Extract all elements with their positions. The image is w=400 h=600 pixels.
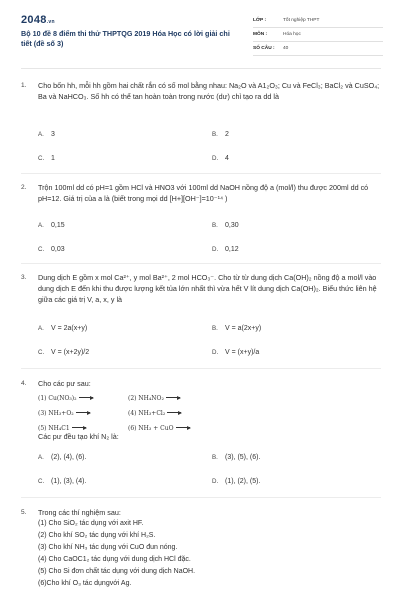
reaction-4 [128, 407, 181, 417]
reaction-text: (6) NH₃ + CuO [128, 425, 174, 432]
option-a[interactable] [38, 131, 55, 138]
question-divider [21, 368, 381, 369]
option-text: (1), (3), (4). [51, 478, 87, 485]
meta-key: MÔN : [253, 32, 268, 37]
option-a[interactable] [38, 222, 65, 229]
catalyst-arrow-icon [76, 407, 90, 413]
experiment-item: (2) Cho khí SO₂ tác dụng với khí H₂S. [38, 532, 156, 539]
option-label: D. [212, 155, 219, 162]
heat-arrow-icon [79, 392, 93, 398]
question-number: 4. [21, 380, 27, 387]
option-text: 0,15 [51, 222, 65, 229]
option-a[interactable] [38, 325, 87, 332]
option-c[interactable] [38, 155, 55, 162]
arrow-icon [167, 407, 181, 413]
question-text: Các pư đều tạo khí N₂ là: [38, 432, 119, 441]
option-text: 0,30 [225, 222, 239, 229]
header [0, 0, 400, 66]
option-text: V = (x+y)/a [225, 349, 260, 356]
option-text: 3 [51, 131, 55, 138]
option-b[interactable] [212, 131, 229, 138]
option-label: B. [212, 131, 218, 138]
question-2 [21, 182, 383, 212]
meta-value: Tốt nghiệp THPT [283, 18, 320, 23]
option-label: D. [212, 478, 219, 485]
option-label: C. [38, 478, 45, 485]
option-label: D. [212, 349, 219, 356]
option-b[interactable] [212, 222, 239, 229]
question-text: Trong các thí nghiệm sau: [38, 508, 121, 517]
option-label: A. [38, 131, 44, 138]
meta-row [253, 42, 383, 56]
option-text: V = a(2x+y) [225, 325, 262, 332]
option-d[interactable] [212, 478, 260, 485]
experiment-item: (1) Cho SiO₂ tác dụng với axit HF. [38, 520, 144, 527]
option-text: (1), (2), (5). [225, 478, 261, 485]
question-1 [21, 80, 383, 120]
option-label: A. [38, 222, 44, 229]
document-title: Bộ 10 đề 8 điểm thi thử THPTQG 2019 Hóa Học có lời giải chi tiết (đề số 3) [21, 29, 230, 48]
question-divider [21, 173, 381, 174]
meta-value: Hóa học [283, 32, 301, 37]
question-number: 5. [21, 509, 27, 516]
option-d[interactable] [212, 349, 259, 356]
option-text: 1 [51, 155, 55, 162]
meta-row [253, 14, 383, 28]
reaction-text: (5) NH₄C1 [38, 425, 70, 432]
option-label: B. [212, 454, 218, 461]
option-text: 0,12 [225, 246, 239, 253]
reaction-3 [38, 407, 90, 417]
question-4-prompt [38, 431, 378, 442]
option-text: (2), (4), (6). [51, 454, 87, 461]
question-3 [21, 272, 383, 316]
heat-arrow-icon [72, 422, 86, 428]
reaction-1 [38, 392, 93, 402]
meta-row [253, 28, 383, 42]
reaction-text: (1) Cu(NO₃)₂ [38, 395, 77, 402]
experiment-item: (3) Cho khí NH₃ tác dụng với CuO đun nóng. [38, 544, 178, 551]
question-text: Cho các pư sau: [38, 379, 91, 388]
option-label: A. [38, 454, 44, 461]
header-divider [21, 68, 381, 69]
meta-key: SỐ CÂU : [253, 46, 275, 51]
reaction-text: (4) NH₃+Cl₂ [128, 410, 166, 417]
question-divider [21, 497, 381, 498]
heat-arrow-icon [176, 422, 190, 428]
option-label: C. [38, 246, 45, 253]
experiment-item: (6)Cho khí O₃ tác dụngvới Ag. [38, 580, 132, 587]
question-4 [21, 378, 383, 390]
question-text: Cho bốn hh, mỗi hh gồm hai chất rắn có số mol bằng nhau: Na₂O và A1₂O₃; Cu và FeCl₃; BaCl₂ và CuSO₄; Ba và NaHCO₃. Số hh có thể tan hoàn toàn trong nước (dư) chỉ tạo ra dd là [38, 81, 380, 101]
logo-main: 2048 [21, 14, 47, 26]
option-text: 4 [225, 155, 229, 162]
question-text: Trộn 100ml dd có pH=1 gồm HCl và HNO3 với 100ml dd NaOH nồng độ a (mol/l) thu được 200ml dd có pH=12. Giá trị của a là (biết trong mọi dd [H+][OH⁻]=10⁻¹⁴ ) [38, 183, 369, 203]
option-d[interactable] [212, 155, 229, 162]
option-text: V = (x+2y)/2 [51, 349, 90, 356]
option-label: C. [38, 349, 45, 356]
option-a[interactable] [38, 454, 86, 461]
option-label: A. [38, 325, 44, 332]
experiment-list [38, 518, 195, 590]
site-logo[interactable] [21, 14, 55, 26]
question-divider [21, 263, 381, 264]
option-c[interactable] [38, 246, 65, 253]
option-text: (3), (5), (6). [225, 454, 261, 461]
option-text: 0,03 [51, 246, 65, 253]
experiment-item: (5) Cho Si đơn chất tác dụng với dung dịch NaOH. [38, 568, 196, 575]
option-text: 2 [225, 131, 229, 138]
question-number: 1. [21, 82, 27, 89]
option-text: V = 2a(x+y) [51, 325, 88, 332]
logo-sub: .vn [46, 19, 55, 25]
heat-arrow-icon [166, 392, 180, 398]
option-c[interactable] [38, 478, 86, 485]
option-label: B. [212, 222, 218, 229]
option-b[interactable] [212, 325, 261, 332]
option-b[interactable] [212, 454, 260, 461]
reaction-text: (2) NH₄NO₂ [128, 395, 164, 402]
meta-value: 40 [283, 46, 289, 51]
option-c[interactable] [38, 349, 89, 356]
reaction-text: (3) NH₃+O₂ [38, 410, 74, 417]
option-label: D. [212, 246, 219, 253]
question-number: 2. [21, 184, 27, 191]
option-d[interactable] [212, 246, 239, 253]
question-text: Dung dịch E gồm x mol Ca²⁺, y mol Ba²⁺, 2 mol HCO₃⁻. Cho từ từ dung dịch Ca(OH)₂ nồng độ a mol/l vào dung dịch E đến khi thu được lượng kết tủa lớn nhất thì vừa hết V lít dung dịch Ca(OH)₂. Biểu thức liên hệ giữa các giá trị V, a, x, y là [38, 273, 377, 304]
experiment-item: (4) Cho CaOC1₂ tác dụng với dung dịch HCl đặc. [38, 556, 191, 563]
option-label: B. [212, 325, 218, 332]
meta-table [253, 14, 383, 56]
question-number: 3. [21, 274, 27, 281]
option-label: C. [38, 155, 45, 162]
meta-key: LỚP : [253, 18, 267, 23]
reaction-2 [128, 392, 180, 402]
